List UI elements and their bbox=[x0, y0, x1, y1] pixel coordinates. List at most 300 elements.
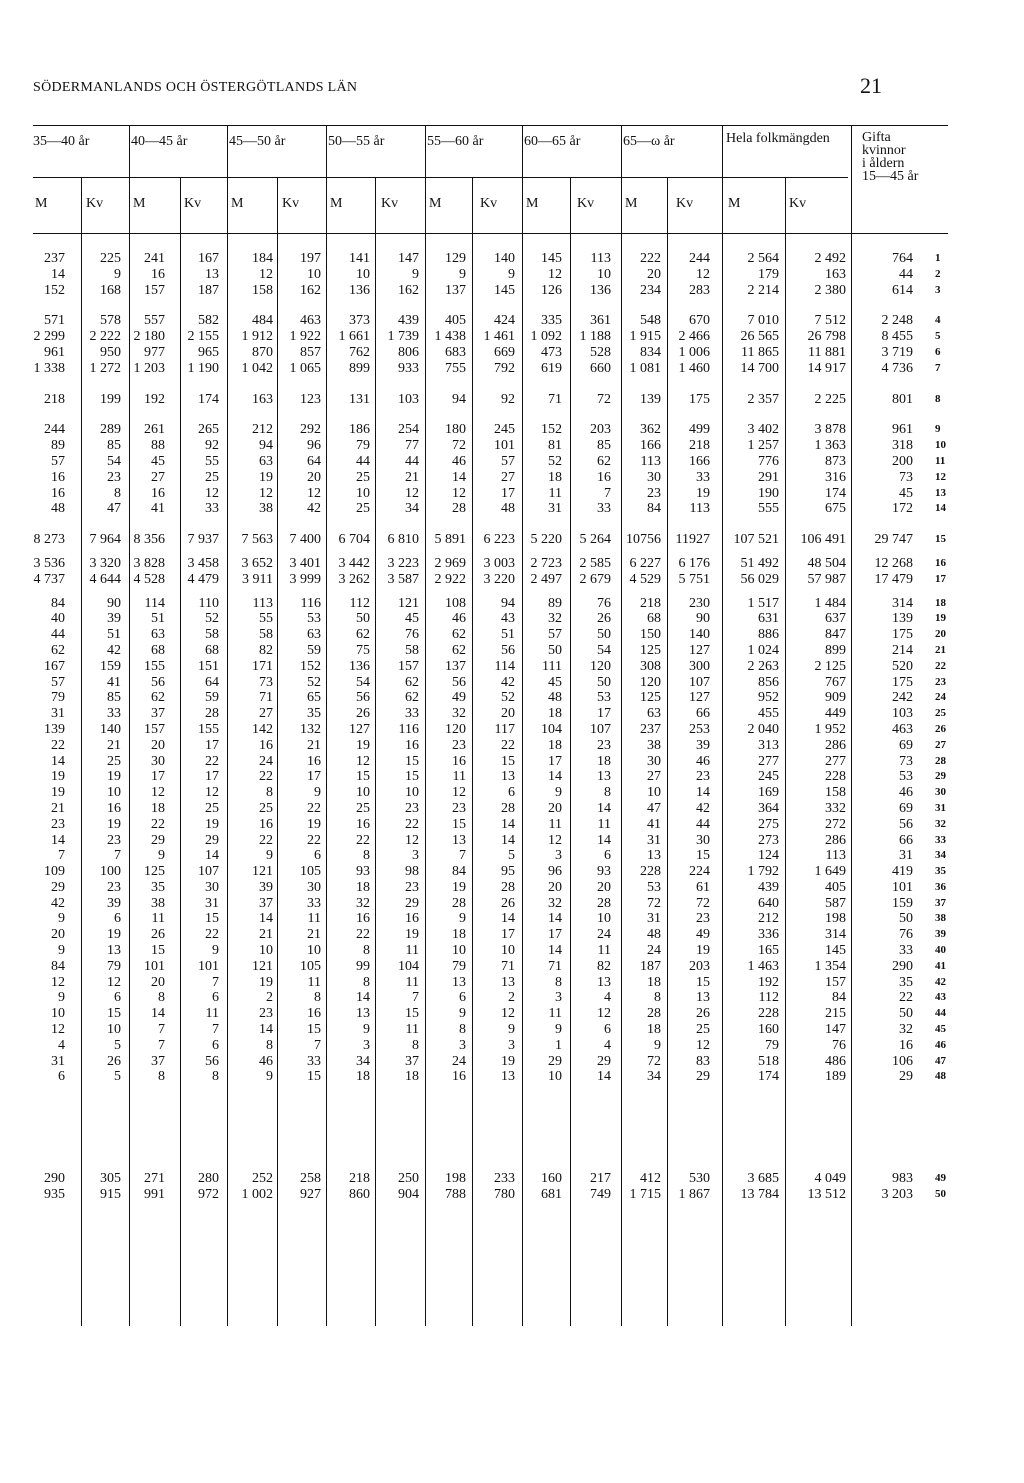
table-cell: 14 bbox=[51, 753, 65, 769]
table-cell: 145 bbox=[825, 943, 846, 959]
table-cell: 275 bbox=[758, 816, 779, 832]
table-cell: 12 bbox=[548, 832, 562, 848]
table-cell: 23 bbox=[107, 832, 121, 848]
table-cell: 13 bbox=[356, 1006, 370, 1022]
table-cell: 18 bbox=[151, 800, 165, 816]
table-cell: 29 bbox=[205, 832, 219, 848]
table-cell: 8 bbox=[266, 1037, 273, 1053]
row-number: 43 bbox=[935, 991, 946, 1004]
table-cell: 17 bbox=[548, 927, 562, 943]
sub-header-kv: Kv bbox=[86, 196, 104, 211]
table-cell: 217 bbox=[590, 1171, 611, 1187]
table-cell: 56 bbox=[501, 642, 515, 658]
table-cell: 76 bbox=[597, 595, 611, 611]
sub-header-kv: Kv bbox=[480, 196, 498, 211]
table-cell: 15 bbox=[356, 769, 370, 785]
table-cell: 212 bbox=[758, 911, 779, 927]
table-cell: 28 bbox=[205, 706, 219, 722]
table-cell: 245 bbox=[494, 422, 515, 438]
table-cell: 3 223 bbox=[387, 555, 419, 571]
table-cell: 8 bbox=[555, 974, 562, 990]
table-cell: 72 bbox=[647, 1053, 661, 1069]
table-cell: 755 bbox=[445, 360, 466, 376]
table-cell: 899 bbox=[825, 642, 846, 658]
table-cell: 147 bbox=[825, 1022, 846, 1038]
table-cell: 5 264 bbox=[579, 532, 611, 548]
table-cell: 14 bbox=[51, 266, 65, 282]
table-cell: 28 bbox=[501, 879, 515, 895]
table-cell: 152 bbox=[44, 282, 65, 298]
table-cell: 234 bbox=[640, 282, 661, 298]
table-cell: 39 bbox=[696, 737, 710, 753]
table-cell: 873 bbox=[825, 453, 846, 469]
gifta-cell: 46 bbox=[899, 785, 913, 801]
table-cell: 305 bbox=[100, 1171, 121, 1187]
gifta-cell: 172 bbox=[892, 501, 913, 517]
gifta-cell: 3 203 bbox=[881, 1187, 913, 1203]
table-cell: 6 bbox=[212, 1037, 219, 1053]
table-cell: 90 bbox=[107, 595, 121, 611]
table-cell: 53 bbox=[647, 879, 661, 895]
table-cell: 29 bbox=[696, 1069, 710, 1085]
row-number: 21 bbox=[935, 643, 946, 656]
table-cell: 23 bbox=[107, 469, 121, 485]
table-cell: 7 937 bbox=[187, 532, 219, 548]
table-cell: 77 bbox=[405, 438, 419, 454]
table-cell: 241 bbox=[144, 251, 165, 266]
table-cell: 50 bbox=[356, 611, 370, 627]
table-cell: 132 bbox=[300, 721, 321, 737]
table-cell: 165 bbox=[758, 943, 779, 959]
table-cell: 7 400 bbox=[289, 532, 321, 548]
table-cell: 27 bbox=[151, 469, 165, 485]
table-cell: 2 679 bbox=[579, 571, 611, 587]
table-cell: 95 bbox=[501, 864, 515, 880]
table-cell: 7 bbox=[212, 1022, 219, 1038]
table-cell: 88 bbox=[151, 438, 165, 454]
table-cell: 94 bbox=[501, 595, 515, 611]
table-cell: 126 bbox=[541, 282, 562, 298]
table-row bbox=[0, 267, 1024, 283]
table-cell: 555 bbox=[758, 501, 779, 517]
table-cell: 316 bbox=[825, 469, 846, 485]
table-cell: 169 bbox=[758, 785, 779, 801]
table-cell: 46 bbox=[259, 1053, 273, 1069]
table-cell: 22 bbox=[307, 832, 321, 848]
table-cell: 83 bbox=[696, 1053, 710, 1069]
row-number: 40 bbox=[935, 944, 946, 957]
table-cell: 16 bbox=[51, 469, 65, 485]
table-cell: 3 bbox=[555, 848, 562, 864]
table-cell: 675 bbox=[825, 501, 846, 517]
table-cell: 13 bbox=[205, 266, 219, 282]
table-cell: 180 bbox=[445, 422, 466, 438]
table-cell: 45 bbox=[151, 453, 165, 469]
table-cell: 5 bbox=[508, 848, 515, 864]
table-cell: 2 357 bbox=[747, 391, 779, 407]
table-cell: 21 bbox=[405, 469, 419, 485]
table-cell: 16 bbox=[51, 485, 65, 501]
table-cell: 32 bbox=[548, 895, 562, 911]
gifta-cell: 32 bbox=[899, 1022, 913, 1038]
table-cell: 277 bbox=[825, 753, 846, 769]
table-row bbox=[0, 345, 1024, 361]
table-cell: 308 bbox=[640, 658, 661, 674]
table-cell: 15 bbox=[307, 1069, 321, 1085]
table-cell: 25 bbox=[259, 800, 273, 816]
table-cell: 8 bbox=[158, 990, 165, 1006]
table-cell: 20 bbox=[307, 469, 321, 485]
row-number: 17 bbox=[935, 572, 946, 585]
table-cell: 20 bbox=[647, 266, 661, 282]
table-cell: 89 bbox=[51, 438, 65, 454]
table-cell: 34 bbox=[356, 1053, 370, 1069]
table-cell: 57 bbox=[51, 674, 65, 690]
table-cell: 71 bbox=[548, 391, 562, 407]
table-cell: 857 bbox=[300, 344, 321, 360]
table-cell: 3 003 bbox=[483, 555, 515, 571]
table-cell: 48 bbox=[548, 690, 562, 706]
table-cell: 3 bbox=[459, 1037, 466, 1053]
table-cell: 9 bbox=[212, 943, 219, 959]
table-cell: 5 220 bbox=[530, 532, 562, 548]
row-number: 3 bbox=[935, 283, 941, 296]
table-cell: 42 bbox=[107, 642, 121, 658]
table-cell: 29 bbox=[151, 832, 165, 848]
table-cell: 198 bbox=[825, 911, 846, 927]
table-cell: 25 bbox=[696, 1022, 710, 1038]
table-cell: 109 bbox=[44, 864, 65, 880]
table-cell: 254 bbox=[398, 422, 419, 438]
table-cell: 41 bbox=[647, 816, 661, 832]
table-cell: 780 bbox=[494, 1187, 515, 1203]
table-cell: 14 917 bbox=[807, 360, 846, 376]
table-cell: 681 bbox=[541, 1187, 562, 1203]
table-cell: 856 bbox=[758, 674, 779, 690]
table-cell: 3 536 bbox=[33, 555, 65, 571]
row-number: 4 bbox=[935, 314, 941, 327]
table-row bbox=[0, 1038, 1024, 1054]
table-cell: 47 bbox=[647, 800, 661, 816]
table-cell: 15 bbox=[205, 911, 219, 927]
table-cell: 33 bbox=[307, 895, 321, 911]
table-cell: 9 bbox=[412, 266, 419, 282]
table-cell: 9 bbox=[555, 785, 562, 801]
table-cell: 6 bbox=[212, 990, 219, 1006]
table-cell: 49 bbox=[696, 927, 710, 943]
table-cell: 8 356 bbox=[133, 532, 165, 548]
column-group-header: 45—50 år bbox=[229, 134, 286, 149]
table-cell: 10 bbox=[597, 911, 611, 927]
table-cell: 62 bbox=[452, 627, 466, 643]
table-cell: 72 bbox=[597, 391, 611, 407]
table-cell: 84 bbox=[452, 864, 466, 880]
row-number: 23 bbox=[935, 675, 946, 688]
table-cell: 120 bbox=[640, 674, 661, 690]
table-cell: 114 bbox=[144, 595, 165, 611]
table-cell: 56 bbox=[205, 1053, 219, 1069]
table-cell: 125 bbox=[640, 690, 661, 706]
table-row bbox=[0, 675, 1024, 691]
table-cell: 19 bbox=[205, 816, 219, 832]
table-cell: 9 bbox=[58, 911, 65, 927]
table-cell: 1 517 bbox=[747, 595, 779, 611]
table-cell: 1 922 bbox=[289, 329, 321, 345]
table-cell: 13 bbox=[501, 769, 515, 785]
table-cell: 16 bbox=[151, 266, 165, 282]
row-number: 5 bbox=[935, 330, 941, 343]
row-number: 9 bbox=[935, 423, 941, 436]
table-cell: 15 bbox=[405, 769, 419, 785]
table-cell: 271 bbox=[144, 1171, 165, 1187]
table-cell: 2 214 bbox=[747, 282, 779, 298]
table-cell: 26 bbox=[107, 1053, 121, 1069]
table-cell: 76 bbox=[832, 1037, 846, 1053]
table-cell: 166 bbox=[689, 453, 710, 469]
table-cell: 228 bbox=[758, 1006, 779, 1022]
table-cell: 1 272 bbox=[89, 360, 121, 376]
table-cell: 11 bbox=[205, 1006, 219, 1022]
row-number: 8 bbox=[935, 392, 941, 405]
table-cell: 68 bbox=[151, 642, 165, 658]
table-cell: 11 bbox=[597, 943, 611, 959]
table-cell: 4 479 bbox=[187, 571, 219, 587]
table-cell: 12 bbox=[597, 1006, 611, 1022]
row-number: 30 bbox=[935, 786, 946, 799]
table-cell: 683 bbox=[445, 344, 466, 360]
table-cell: 68 bbox=[647, 611, 661, 627]
table-row bbox=[0, 896, 1024, 912]
table-cell: 8 bbox=[314, 990, 321, 1006]
table-cell: 1 042 bbox=[241, 360, 273, 376]
table-cell: 79 bbox=[356, 438, 370, 454]
table-cell: 1 190 bbox=[187, 360, 219, 376]
table-cell: 14 bbox=[259, 911, 273, 927]
table-cell: 21 bbox=[307, 737, 321, 753]
table-cell: 56 bbox=[356, 690, 370, 706]
table-cell: 120 bbox=[445, 721, 466, 737]
table-cell: 23 bbox=[452, 800, 466, 816]
table-cell: 23 bbox=[452, 737, 466, 753]
table-cell: 52 bbox=[501, 690, 515, 706]
table-cell: 10 bbox=[405, 785, 419, 801]
table-cell: 28 bbox=[452, 895, 466, 911]
table-cell: 449 bbox=[825, 706, 846, 722]
table-cell: 16 bbox=[259, 816, 273, 832]
table-cell: 26 bbox=[501, 895, 515, 911]
table-row bbox=[0, 572, 1024, 588]
table-cell: 12 bbox=[452, 785, 466, 801]
column-group-header: 55—60 år bbox=[427, 134, 484, 149]
table-cell: 12 bbox=[405, 832, 419, 848]
table-cell: 11927 bbox=[675, 532, 710, 548]
table-cell: 2 723 bbox=[530, 555, 562, 571]
table-cell: 1 006 bbox=[678, 344, 710, 360]
table-row bbox=[0, 611, 1024, 627]
table-cell: 174 bbox=[825, 485, 846, 501]
table-cell: 788 bbox=[445, 1187, 466, 1203]
table-cell: 1 354 bbox=[814, 958, 846, 974]
row-number: 26 bbox=[935, 722, 946, 735]
table-cell: 158 bbox=[825, 785, 846, 801]
table-cell: 530 bbox=[689, 1171, 710, 1187]
gifta-cell: 614 bbox=[892, 282, 913, 298]
table-cell: 6 810 bbox=[387, 532, 419, 548]
sub-header-m: M bbox=[526, 196, 539, 211]
table-cell: 42 bbox=[307, 501, 321, 517]
table-cell: 12 bbox=[501, 1006, 515, 1022]
table-cell: 484 bbox=[252, 313, 273, 329]
gifta-cell: 801 bbox=[892, 391, 913, 407]
table-cell: 23 bbox=[259, 1006, 273, 1022]
table-cell: 62 bbox=[151, 690, 165, 706]
table-cell: 31 bbox=[647, 832, 661, 848]
table-cell: 29 bbox=[405, 895, 419, 911]
table-cell: 499 bbox=[689, 422, 710, 438]
table-row bbox=[0, 738, 1024, 754]
table-cell: 19 bbox=[696, 485, 710, 501]
table-cell: 2 bbox=[508, 990, 515, 1006]
table-cell: 11 bbox=[307, 911, 321, 927]
table-cell: 9 bbox=[459, 266, 466, 282]
table-cell: 548 bbox=[640, 313, 661, 329]
table-cell: 35 bbox=[151, 879, 165, 895]
table-cell: 15 bbox=[107, 1006, 121, 1022]
table-cell: 9 bbox=[58, 943, 65, 959]
table-cell: 927 bbox=[300, 1187, 321, 1203]
table-cell: 141 bbox=[349, 251, 370, 266]
table-cell: 145 bbox=[541, 251, 562, 266]
gifta-cell: 961 bbox=[892, 422, 913, 438]
table-cell: 139 bbox=[640, 391, 661, 407]
table-row bbox=[0, 848, 1024, 864]
table-cell: 6 176 bbox=[678, 555, 710, 571]
table-cell: 111 bbox=[542, 658, 562, 674]
table-cell: 13 bbox=[597, 974, 611, 990]
table-cell: 25 bbox=[356, 469, 370, 485]
table-cell: 199 bbox=[100, 391, 121, 407]
table-cell: 1 867 bbox=[678, 1187, 710, 1203]
table-cell: 72 bbox=[452, 438, 466, 454]
table-cell: 212 bbox=[252, 422, 273, 438]
table-cell: 13 512 bbox=[807, 1187, 846, 1203]
table-cell: 15 bbox=[501, 753, 515, 769]
table-cell: 65 bbox=[307, 690, 321, 706]
table-cell: 965 bbox=[198, 344, 219, 360]
table-cell: 93 bbox=[597, 864, 611, 880]
table-cell: 4 528 bbox=[133, 571, 165, 587]
table-cell: 518 bbox=[758, 1053, 779, 1069]
table-cell: 557 bbox=[144, 313, 165, 329]
table-cell: 12 bbox=[405, 485, 419, 501]
table-cell: 10 bbox=[107, 1022, 121, 1038]
table-cell: 4 bbox=[58, 1037, 65, 1053]
table-cell: 105 bbox=[300, 864, 321, 880]
table-cell: 179 bbox=[758, 266, 779, 282]
gifta-cell: 242 bbox=[892, 690, 913, 706]
table-cell: 2 040 bbox=[747, 721, 779, 737]
row-number: 1 bbox=[935, 252, 941, 264]
table-cell: 6 704 bbox=[338, 532, 370, 548]
table-cell: 15 bbox=[696, 848, 710, 864]
header-bottom-rule bbox=[33, 233, 948, 234]
table-cell: 14 bbox=[597, 1069, 611, 1085]
table-cell: 3 bbox=[363, 1037, 370, 1053]
table-cell: 12 bbox=[205, 485, 219, 501]
row-number: 32 bbox=[935, 817, 946, 830]
table-cell: 10 bbox=[356, 266, 370, 282]
table-cell: 5 bbox=[114, 1037, 121, 1053]
table-cell: 362 bbox=[640, 422, 661, 438]
header-mid-rule bbox=[33, 177, 848, 178]
table-cell: 11 865 bbox=[741, 344, 779, 360]
table-cell: 637 bbox=[825, 611, 846, 627]
table-cell: 11 bbox=[548, 816, 562, 832]
table-cell: 92 bbox=[205, 438, 219, 454]
table-cell: 314 bbox=[825, 927, 846, 943]
table-cell: 151 bbox=[198, 658, 219, 674]
table-cell: 14 bbox=[205, 848, 219, 864]
table-cell: 113 bbox=[590, 251, 611, 266]
table-cell: 439 bbox=[398, 313, 419, 329]
table-cell: 25 bbox=[356, 800, 370, 816]
table-cell: 25 bbox=[356, 501, 370, 517]
table-cell: 22 bbox=[307, 800, 321, 816]
table-cell: 203 bbox=[590, 422, 611, 438]
table-cell: 16 bbox=[151, 485, 165, 501]
table-cell: 11 bbox=[452, 769, 466, 785]
table-cell: 7 bbox=[314, 1037, 321, 1053]
table-cell: 192 bbox=[758, 974, 779, 990]
table-cell: 292 bbox=[300, 422, 321, 438]
table-cell: 51 bbox=[107, 627, 121, 643]
table-cell: 39 bbox=[259, 879, 273, 895]
table-cell: 107 bbox=[689, 674, 710, 690]
table-row bbox=[0, 422, 1024, 438]
table-cell: 17 bbox=[597, 706, 611, 722]
table-cell: 84 bbox=[832, 990, 846, 1006]
table-cell: 27 bbox=[259, 706, 273, 722]
table-row bbox=[0, 990, 1024, 1006]
table-row bbox=[0, 975, 1024, 991]
row-number: 11 bbox=[935, 454, 946, 467]
table-cell: 860 bbox=[349, 1187, 370, 1203]
table-cell: 85 bbox=[597, 438, 611, 454]
table-cell: 18 bbox=[548, 469, 562, 485]
table-row bbox=[0, 927, 1024, 943]
table-cell: 14 bbox=[151, 1006, 165, 1022]
table-cell: 127 bbox=[349, 721, 370, 737]
table-cell: 3 402 bbox=[747, 422, 779, 438]
table-cell: 2 922 bbox=[434, 571, 466, 587]
row-number: 38 bbox=[935, 912, 946, 925]
table-cell: 94 bbox=[452, 391, 466, 407]
table-row bbox=[0, 596, 1024, 612]
table-cell: 439 bbox=[758, 879, 779, 895]
table-cell: 22 bbox=[151, 816, 165, 832]
table-cell: 64 bbox=[205, 674, 219, 690]
table-cell: 336 bbox=[758, 927, 779, 943]
table-cell: 14 bbox=[501, 911, 515, 927]
table-cell: 405 bbox=[825, 879, 846, 895]
table-cell: 79 bbox=[51, 690, 65, 706]
table-cell: 10 bbox=[307, 943, 321, 959]
table-cell: 6 bbox=[604, 1022, 611, 1038]
sub-header-m: M bbox=[429, 196, 442, 211]
table-row bbox=[0, 627, 1024, 643]
row-number: 28 bbox=[935, 754, 946, 767]
table-cell: 806 bbox=[398, 344, 419, 360]
